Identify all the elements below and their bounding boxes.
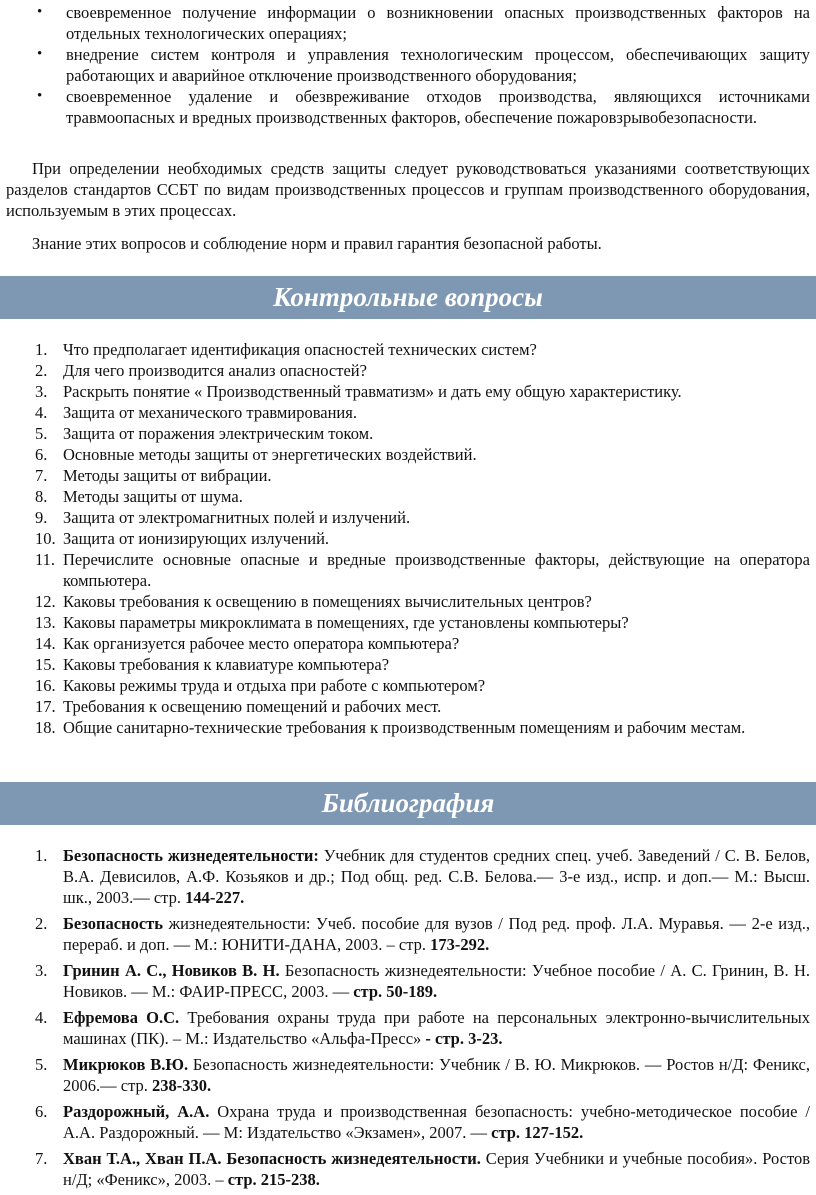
- bullet-item: • своевременное получение информации о возникновении опасных производственных факторов на отдельных технологических операциях;: [37, 3, 810, 43]
- list-item: 16. Каковы режимы труда и отдыха при работе с компьютером?: [35, 676, 486, 695]
- list-item: 2. Безопасность жизнедеятельности: Учеб. пособие для вузов / Под ред. проф. Л.А. Муравья. — 2-е изд., перераб. и доп. — М.: ЮНИТИ-ДАНА, 2003. – стр. 173-292.: [35, 914, 810, 954]
- bibliography-list: [0, 845, 810, 1195]
- bullet-icon: •: [37, 88, 43, 104]
- list-item: 4. Защита от механического травмирования.: [35, 403, 357, 422]
- list-item: 4. Ефремова О.С. Требования охраны труда при работе на персональных электронно-вычислительных машинах (ПК). – М.: Издательство «Альфа-Пресс» - стр. 3-23.: [35, 1008, 810, 1048]
- bullet-list: [0, 2, 810, 128]
- list-item: 1. Что предполагает идентификация опасностей технических систем?: [35, 340, 537, 359]
- bullet-icon: •: [37, 46, 43, 62]
- section-title-bibliography: Библиография: [0, 782, 816, 825]
- list-item: 6. Основные методы защиты от энергетических воздействий.: [35, 445, 477, 464]
- list-item: 9. Защита от электромагнитных полей и излучений.: [35, 508, 411, 527]
- list-item: 7. Методы защиты от вибрации.: [35, 466, 272, 485]
- list-item: 11. Перечислите основные опасные и вредные производственные факторы, действующие на оператора компьютера.: [35, 550, 810, 590]
- list-item: 2. Для чего производится анализ опасностей?: [35, 361, 367, 380]
- questions-list: [0, 339, 810, 738]
- bullet-item: • внедрение систем контроля и управления технологическим процессом, обеспечивающих защиту работающих и аварийное отключение производственного оборудования;: [37, 45, 810, 85]
- list-item: 3. Раскрыть понятие « Производственный травматизм» и дать ему общую характеристику.: [35, 382, 682, 401]
- list-item: 14. Как организуется рабочее место оператора компьютера?: [35, 634, 460, 653]
- list-item: 6. Раздорожный, А.А. Охрана труда и производственная безопасность: учебно-методическое пособие / А.А. Раздорожный. — М: Издательство «Экзамен», 2007. — стр. 127-152.: [35, 1102, 810, 1142]
- list-item: 10. Защита от ионизирующих излучений.: [35, 529, 330, 548]
- list-item: 1. Безопасность жизнедеятельности: Учебник для студентов средних спец. учеб. Заведений / С. В. Белов, В.А. Девисилов, А.Ф. Козьяков и др.; Под общ. ред. С.В. Белова.— 3-е изд., испр. и доп.— М.: Высш. шк., 2003.— стр. 144-227.: [35, 846, 810, 907]
- bullet-item: • своевременное удаление и обезвреживание отходов производства, являющихся источниками травмоопасных и вредных производственных факторов, обеспечение пожаровзрывобезопасности.: [37, 87, 810, 127]
- section-title-questions: Контрольные вопросы: [0, 276, 816, 319]
- list-item: 18. Общие санитарно-технические требования к производственным помещениям и рабочим местам.: [35, 718, 746, 737]
- list-item: 3. Гринин А. С., Новиков В. Н. Безопасность жизнедеятельности: Учебное пособие / А. С. Гринин, В. Н. Новиков. — М.: ФАИР-ПРЕСС, 2003. — стр. 50-189.: [35, 961, 810, 1001]
- paragraph-protection: При определении необходимых средств защиты следует руководствоваться указаниями соответствующих разделов стандартов ССБТ по видам производственных процессов и группам производственного оборудования, используемым в этих процессах.: [6, 159, 810, 220]
- bullet-icon: •: [37, 4, 43, 20]
- list-item: 8. Методы защиты от шума.: [35, 487, 243, 506]
- list-item: 5. Микрюков В.Ю. Безопасность жизнедеятельности: Учебник / В. Ю. Микрюков. — Ростов н/Д: Феникс, 2006.— стр. 238-330.: [35, 1055, 810, 1095]
- list-item: 7. Хван Т.А., Хван П.А. Безопасность жизнедеятельности. Серия Учебники и учебные пособия». Ростов н/Д; «Феникс», 2003. – стр. 215-238.: [35, 1149, 811, 1189]
- list-item: 5. Защита от поражения электрическим током.: [35, 424, 374, 443]
- list-item: 13. Каковы параметры микроклимата в помещениях, где установлены компьютеры?: [35, 613, 629, 632]
- list-item: 15. Каковы требования к клавиатуре компьютера?: [35, 655, 390, 674]
- paragraph-knowledge: Знание этих вопросов и соблюдение норм и правил гарантия безопасной работы.: [32, 234, 602, 253]
- list-item: 12. Каковы требования к освещению в помещениях вычислительных центров?: [35, 592, 592, 611]
- list-item: 17. Требования к освещению помещений и рабочих мест.: [35, 697, 442, 716]
